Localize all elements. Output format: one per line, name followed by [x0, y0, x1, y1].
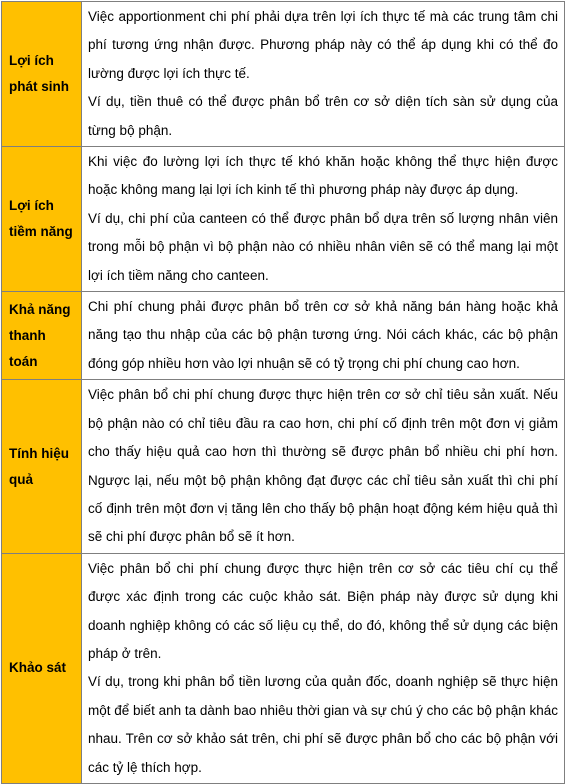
- paragraph: Khi việc đo lường lợi ích thực tế khó khăn hoặc không thể thực hiện được hoặc không mang lại lợi ích kinh tế thì phương pháp này được áp dụng.: [88, 154, 558, 198]
- row-content: [82, 553, 565, 783]
- table-row: [2, 553, 565, 783]
- paragraph: Việc apportionment chi phí phải dựa trên lợi ích thực tế mà các trung tâm chi phí tương ứng nhận được. Phương pháp này có thể áp dụng khi có thể đo lường được lợi ích thực tế.: [88, 9, 558, 81]
- table-row: [2, 380, 565, 553]
- row-label: Tính hiệu quả: [2, 380, 82, 553]
- row-label: Lợi ích phát sinh: [2, 2, 82, 147]
- row-label: Khả năng thanh toán: [2, 292, 82, 380]
- row-label: Khảo sát: [2, 553, 82, 783]
- paragraph: Ví dụ, tiền thuê có thể được phân bổ trên cơ sở diện tích sàn sử dụng của từng bộ phận.: [88, 94, 558, 138]
- paragraph: Ví dụ, trong khi phân bổ tiền lương của quản đốc, doanh nghiệp sẽ thực hiện một để biết anh ta dành bao nhiêu thời gian và sự chú ý cho các bộ phận khác nhau. Trên cơ sở khảo sát trên, chi phí sẽ được phân bổ cho các bộ phận với các tỷ lệ thích hợp.: [88, 674, 558, 775]
- paragraph: Việc phân bổ chi phí chung được thực hiện trên cơ sở các tiêu chí cụ thể được xác định trong các cuộc khảo sát. Biện pháp này được sử dụng khi doanh nghiệp không có các số liệu cụ thể, do đó, không thể sử dụng các biện pháp ở trên.: [88, 560, 558, 661]
- paragraph: Ví dụ, chi phí của canteen có thể được phân bổ dựa trên số lượng nhân viên trong mỗi bộ phận vì bộ phận nào có nhiều nhân viên sẽ có thể mang lại một lợi ích tiềm năng cho canteen.: [88, 210, 558, 283]
- row-content: [82, 292, 565, 380]
- row-content: [82, 2, 565, 147]
- row-content: [82, 147, 565, 292]
- row-content: [82, 380, 565, 553]
- paragraph: Chi phí chung phải được phân bổ trên cơ sở khả năng bán hàng hoặc khả năng tạo thu nhập của các bộ phận tương ứng. Nói cách khác, các bộ phận đóng góp nhiều hơn vào lợi nhuận sẽ có tỷ trọng chi phí chung cao hơn.: [88, 299, 558, 371]
- table-row: [2, 2, 565, 147]
- table-row: [2, 292, 565, 380]
- table-row: [2, 147, 565, 292]
- allocation-methods-table: [1, 1, 565, 784]
- paragraph: Việc phân bổ chi phí chung được thực hiện trên cơ sở chỉ tiêu sản xuất. Nếu bộ phận nào có chỉ tiêu đầu ra cao hơn, chi phí cố định trên một đơn vị giảm cho thấy hiệu quả cao hơn thì thường sẽ được phân bổ nhiều chi phí hơn. Ngược lại, nếu một bộ phận không đạt được các chỉ tiêu sản xuất thì chi phí cố định trên một đơn vị tăng lên cho thấy bộ phận hoạt động kém hiệu quả thì sẽ chi phí được phân bổ sẽ ít hơn.: [88, 387, 558, 545]
- row-label: Lợi ích tiềm năng: [2, 147, 82, 292]
